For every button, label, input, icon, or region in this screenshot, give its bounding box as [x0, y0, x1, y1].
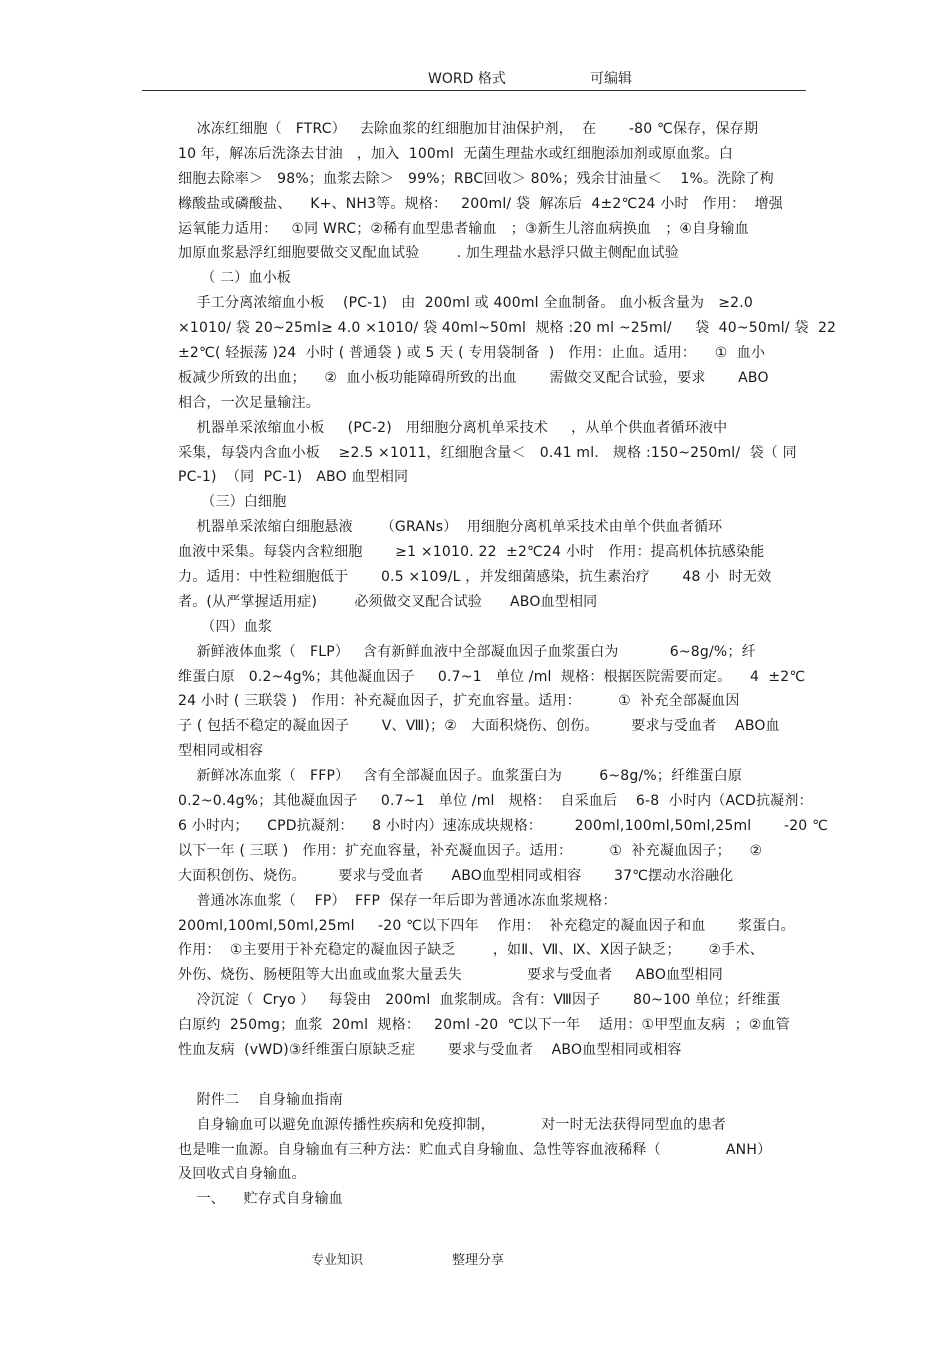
body-line [178, 1063, 778, 1088]
body-line: 外伤、烧伤、肠梗阻等大出血或血浆大量丢失 要求与受血者 ABO血型相同 [178, 967, 723, 984]
header-editable-label: 可编辑 [590, 71, 632, 87]
body-line: 相合，一次足量输注。 [178, 394, 320, 411]
body-line: （四）血浆 [178, 618, 273, 635]
body-line: 细胞去除率＞ 98%；血浆去除＞ 99%；RBC回收＞ 80%；残余甘油量＜ 1%。洗除了枸 [178, 170, 774, 187]
body-line: （三）白细胞 [178, 494, 287, 511]
body-line: 力。适用：中性粒细胞低于 0.5 ×109/L ，并发细菌感染，抗生素治疗 48 小 时无效 [178, 569, 772, 586]
body-line: 及回收式自身输血。 [178, 1166, 306, 1183]
page-footer [0, 1249, 950, 1269]
body-line: 附件二 自身输血指南 [178, 1091, 344, 1108]
body-line: 大面积创伤、烧伤。 要求与受血者 ABO血型相同或相容 37℃摆动水浴融化 [178, 867, 734, 884]
footer-left-label: 专业知识 [311, 1253, 364, 1268]
body-line: 机器单采浓缩白细胞悬液 （GRANs） 用细胞分离机单采技术由单个供血者循环 [178, 519, 723, 536]
body-line: 性血友病 (vWD)③纤维蛋白原缺乏症 要求与受血者 ABO血型相同或相容 [178, 1041, 682, 1058]
body-line: 板减少所致的出血； ② 血小板功能障碍所致的出血 需做交叉配合试验，要求 ABO [178, 369, 769, 386]
body-line: 白原约 250mg；血浆 20ml 规格： 20ml -20 ℃以下一年 适用：①甲型血友病 ；②血管 [178, 1017, 790, 1034]
header-format-label: WORD 格式 [428, 71, 506, 87]
footer-right-label: 整理分享 [452, 1253, 505, 1268]
body-line: 机器单采浓缩血小板 (PC-2) 用细胞分离机单采技术 ，从单个供血者循环液中 [178, 419, 728, 436]
body-line: 型相同或相容 [178, 743, 264, 760]
body-line: PC-1) （同 PC-1) ABO 血型相同 [178, 469, 409, 486]
body-line: 普通冰冻血浆（ FP） FFP 保存一年后即为普通冰冻血浆规格： [178, 892, 617, 909]
body-line: ×1010/ 袋 20~25ml≥ 4.0 ×1010/ 袋 40ml~50ml 规格 :20 ml ~25ml/ 袋 40~50ml/ 袋 22 [178, 320, 837, 337]
body-line: 冷沉淀（ Cryo ） 每袋由 200ml 血浆制成。含有：Ⅷ因子 80~100 单位；纤维蛋 [178, 992, 781, 1009]
body-line: 6 小时内； CPD抗凝剂： 8 小时内）速冻成块规格： 200ml,100ml,50ml,25ml -20 ℃ [178, 817, 828, 834]
body-line: 冰冻红细胞（ FTRC） 去除血浆的红细胞加甘油保护剂， 在 -80 ℃保存，保存期 [178, 121, 759, 137]
body-line: 运氧能力适用： ①同 WRC；②稀有血型患者输血 ；③新生儿溶血病换血 ；④自身输血 [178, 220, 749, 237]
body-line: 维蛋白原 0.2~4g%；其他凝血因子 0.7~1 单位 /ml 规格：根据医院需要而定。 4 ±2℃ [178, 668, 806, 685]
body-line: （ 二）血小板 [178, 270, 292, 287]
body-line: 手工分离浓缩血小板 (PC-1) 由 200ml 或 400ml 全血制备。 血小板含量为 ≥2.0 [178, 295, 753, 312]
body-line: 者。(从严掌握适用症) 必须做交叉配合试验 ABO血型相同 [178, 593, 598, 610]
body-line: 0.2~0.4g%；其他凝血因子 0.7~1 单位 /ml 规格： 自采血后 6-8 小时内（ACD抗凝剂： [178, 793, 813, 810]
body-line: 作用： ①主要用于补充稳定的凝血因子缺乏 ，如Ⅱ、Ⅶ、Ⅸ、Ⅹ因子缺乏； ②手术、 [178, 942, 764, 959]
document-body [178, 117, 837, 1212]
body-line: 子 ( 包括不稳定的凝血因子 V、Ⅷ)；② 大面积烧伤、创伤。 要求与受血者 ABO血 [178, 718, 780, 735]
body-line: 新鲜冰冻血浆（ FFP） 含有全部凝血因子。血浆蛋白为 6~8g/%；纤维蛋白原 [178, 768, 743, 785]
body-line: 一、 贮存式自身输血 [178, 1191, 344, 1208]
body-line: 自身输血可以避免血源传播性疾病和免疫抑制， 对一时无法获得同型血的患者 [178, 1116, 726, 1133]
body-line: 橼酸盐或磷酸盐、 K+、NH3等。规格： 200ml/ 袋 解冻后 4±2℃24 小时 作用： 增强 [178, 195, 783, 212]
page-header [0, 66, 950, 88]
header-divider [142, 90, 806, 91]
body-line: 10 年，解冻后洗涤去甘油 ，加入 100ml 无菌生理盐水或红细胞添加剂或原血浆。白 [178, 145, 734, 162]
body-line: 24 小时 ( 三联袋 ) 作用：补充凝血因子，扩充血容量。适用： ① 补充全部凝血因 [178, 693, 740, 710]
body-line: 也是唯一血源。自身输血有三种方法：贮血式自身输血、急性等容血液稀释（ ANH） [178, 1141, 772, 1158]
body-line: 血液中采集。每袋内含粒细胞 ≥1 ×1010. 22 ±2℃24 小时 作用：提高机体抗感染能 [178, 544, 765, 561]
body-line: 新鲜液体血浆（ FLP） 含有新鲜血液中全部凝血因子血浆蛋白为 6~8g/%；纤 [178, 643, 756, 660]
body-line: ±2℃( 轻振荡 )24 小时 ( 普通袋 ) 或 5 天 ( 专用袋制备 ) 作用：止血。适用： ① 血小 [178, 345, 766, 362]
body-line: 加原血浆悬浮红细胞要做交叉配血试验 . 加生理盐水悬浮只做主侧配血试验 [178, 245, 679, 262]
body-line: 200ml,100ml,50ml,25ml -20 ℃以下四年 作用： 补充稳定的凝血因子和血 浆蛋白。 [178, 917, 795, 934]
body-line: 采集，每袋内含血小板 ≥2.5 ×1011，红细胞含量＜ 0.41 ml. 规格 :150~250ml/ 袋（ 同 [178, 444, 797, 461]
body-line: 以下一年 ( 三联 ) 作用：扩充血容量，补充凝血因子。适用： ① 补充凝血因子； ② [178, 842, 763, 859]
